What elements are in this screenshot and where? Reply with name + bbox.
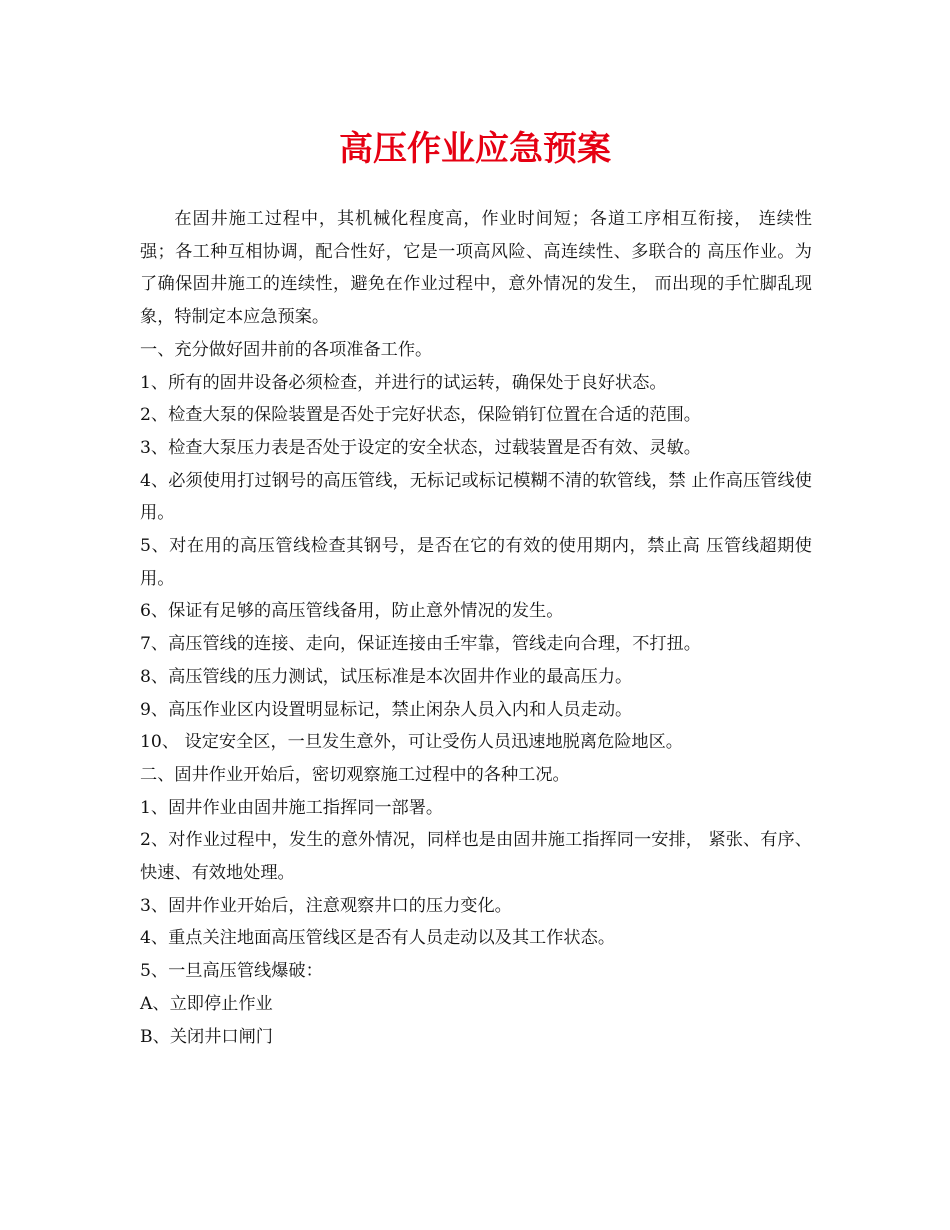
list-item: 6、保证有足够的高压管线备用，防止意外情况的发生。	[140, 601, 564, 622]
list-item: 10、 设定安全区，一旦发生意外，可让受伤人员迅速地脱离危险地区。	[140, 732, 683, 753]
document-title: 高压作业应急预案	[339, 129, 611, 169]
document-body	[140, 203, 812, 1053]
section-heading-2: 二、固井作业开始后，密切观察施工过程中的各种工况。	[140, 764, 570, 785]
section-heading-1: 一、充分做好固井前的各项准备工作。	[140, 339, 433, 360]
list-item: 4、必须使用打过钢号的高压管线，无标记或标记模糊不清的软管线，禁 止作高压管线使用。	[140, 470, 812, 524]
list-item: 1、固井作业由固井施工指挥同一部署。	[140, 797, 444, 818]
list-item: 3、检查大泵压力表是否处于设定的安全状态，过载装置是否有效、灵敏。	[140, 437, 701, 458]
list-item: 2、对作业过程中，发生的意外情况，同样也是由固井施工指挥同一安排， 紧张、有序、快速、有效地处理。	[140, 830, 812, 884]
sub-list-item: A、立即停止作业	[140, 993, 273, 1014]
list-item: 5、对在用的高压管线检查其钢号，是否在它的有效的使用期内，禁止高 压管线超期使用。	[140, 536, 812, 589]
list-item: 4、重点关注地面高压管线区是否有人员走动以及其工作状态。	[140, 928, 616, 949]
sub-list-item: B、关闭井口闸门	[140, 1026, 273, 1047]
list-item: 3、固井作业开始后，注意观察井口的压力变化。	[140, 895, 512, 916]
list-item: 5、一旦高压管线爆破：	[140, 961, 323, 982]
intro-paragraph: 在固井施工过程中，其机械化程度高，作业时间短；各道工序相互衔接， 连续性强；各工种互相协调，配合性好，它是一项高风险、高连续性、多联合的 高压作业。为了确保固井施工的连续性，避免在作业过程中，意外情况的发生， 而出现的手忙脚乱现象，特制定本应急预案。	[140, 209, 812, 328]
list-item: 1、所有的固井设备必须检查，并进行的试运转，确保处于良好状态。	[140, 372, 667, 393]
list-item: 7、高压管线的连接、走向，保证连接由壬牢靠，管线走向合理，不打扭。	[140, 634, 701, 655]
list-item: 2、检查大泵的保险装置是否处于完好状态，保险销钉位置在合适的范围。	[140, 405, 701, 426]
list-item: 8、高压管线的压力测试，试压标准是本次固井作业的最高压力。	[140, 666, 633, 687]
list-item: 9、高压作业区内设置明显标记，禁止闲杂人员入内和人员走动。	[140, 699, 633, 720]
